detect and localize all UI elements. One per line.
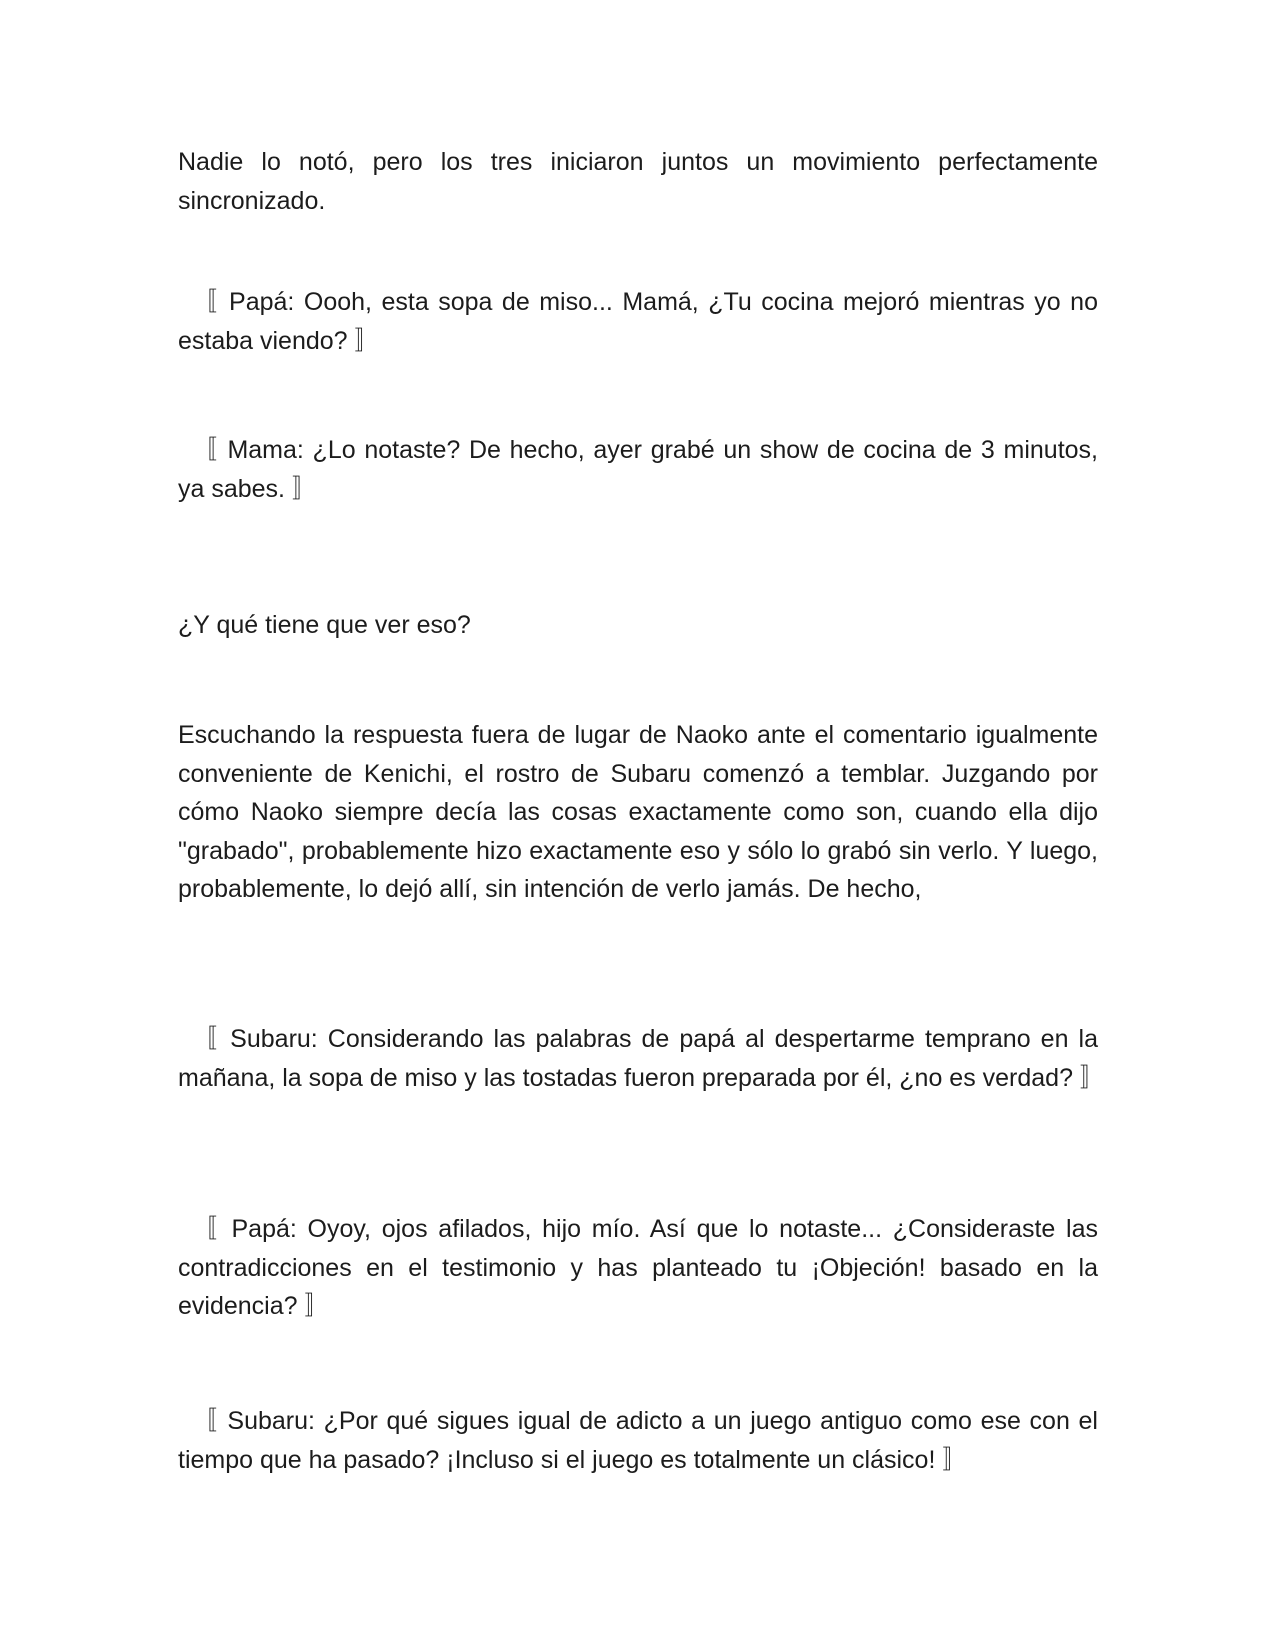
paragraph-papa-objection: 〚 Papá: Oyoy, ojos afilados, hijo mío. Así que lo notaste... ¿Consideraste las contradicciones en el testimonio y has planteado tu ¡Objeción! basado en la evidencia? 〛 [178, 1215, 1098, 1320]
paragraph-mama-cooking-show: 〚 Mama: ¿Lo notaste? De hecho, ayer grabé un show de cocina de 3 minutos, ya sabes. 〛 [178, 436, 1098, 503]
paragraph-question-narration: ¿Y qué tiene que ver eso? [178, 611, 471, 639]
paragraph-subaru-old-game: 〚 Subaru: ¿Por qué sigues igual de adicto a un juego antiguo como ese con el tiempo que ha pasado? ¡Incluso si el juego es totalmente un clásico! 〛 [178, 1407, 1098, 1474]
paragraph-subaru-reaction-narration: Escuchando la respuesta fuera de lugar de Naoko ante el comentario igualmente conveniente de Kenichi, el rostro de Subaru comenzó a temblar. Juzgando por cómo Naoko siempre decía las cosas exactamente como son, cuando ella dijo "grabado", probablemente hizo exactamente eso y sólo lo grabó sin verlo. Y luego, probablemente, lo dejó allí, sin intención de verlo jamás. De hecho, [178, 721, 1098, 903]
paragraph-subaru-deduction: 〚 Subaru: Considerando las palabras de papá al despertarme temprano en la mañana, la sopa de miso y las tostadas fueron preparada por él, ¿no es verdad? 〛 [178, 1025, 1105, 1092]
paragraph-opening-narration: Nadie lo notó, pero los tres iniciaron juntos un movimiento perfectamente sincronizado. [178, 148, 1098, 215]
paragraph-papa-miso-soup: 〚 Papá: Oooh, esta sopa de miso... Mamá, ¿Tu cocina mejoró mientras yo no estaba viendo? 〛 [178, 288, 1098, 355]
